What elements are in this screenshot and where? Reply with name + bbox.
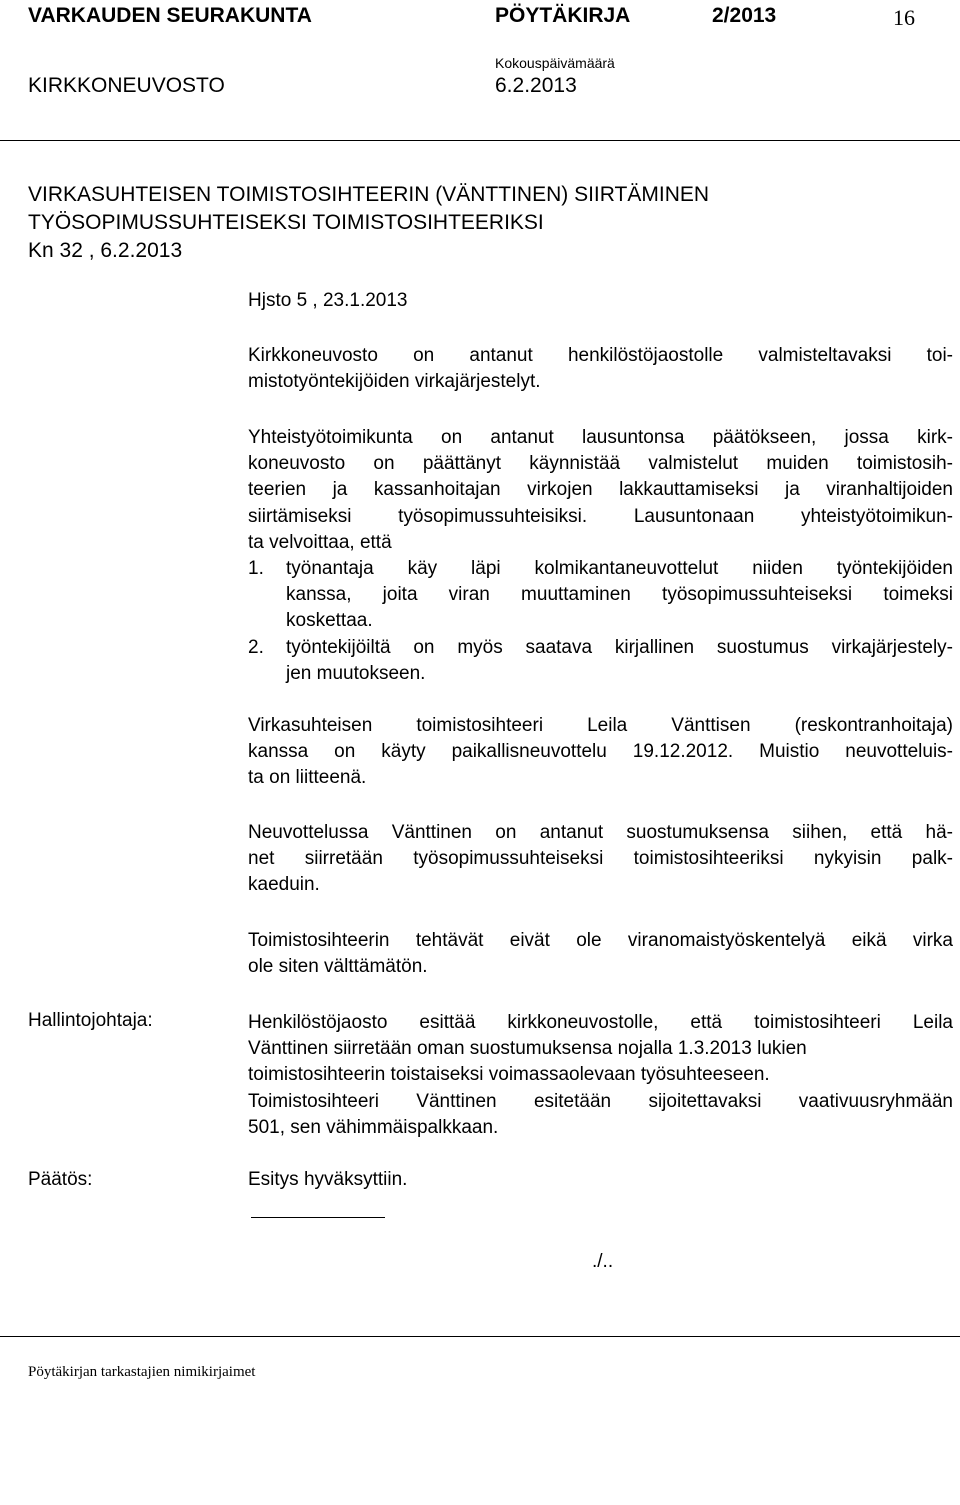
paragraph-background: Kirkkoneuvosto on antanut henkilöstöjaostolle valmisteltavaksi toi- mistotyöntekijöiden virkajärjestelyt. bbox=[248, 345, 953, 393]
governing-body: KIRKKONEUVOSTO bbox=[28, 74, 225, 97]
signatures-label: Pöytäkirjan tarkastajien nimikirjaimet bbox=[28, 1364, 256, 1380]
list-item: 2. työntekijöiltä on myös saatava kirjallinen suostumus virkajärjestely- jen muutokseen. bbox=[248, 636, 953, 684]
item-title-line2: TYÖSOPIMUSSUHTEISEKSI TOIMISTOSIHTEERIKSI bbox=[28, 211, 544, 234]
paragraph-cooperation-statement: Yhteistyötoimikunta on antanut lausuntonsa päätökseen, jossa kirk- koneuvosto on päättänyt käynnistää valmistelut muiden toimistosih- teerien ja kassanhoitajan virkojen lakkauttamiseksi ja viranhaltijoiden siirtämiseksi työsopimussuhteisiksi. Lausuntonaan yhteistyötoimikun- ta velvoittaa, että bbox=[248, 427, 953, 553]
continuation-mark: ./.. bbox=[592, 1251, 614, 1272]
decision-label: Päätös: bbox=[28, 1169, 93, 1190]
proposal-text: Henkilöstöjaosto esittää kirkkoneuvostolle, että toimistosihteeri Leila Vänttinen siirretään oman suostumuksensa nojalla 1.3.2013 lukien toimistosihteerin toistaiseksi voimassaolevaan työsuhteeseen. Toimistosihteeri Vänttinen esitetään sijoitettavaksi vaativuusryhmään 501, sen vähimmäispalkkaan. bbox=[248, 1012, 953, 1138]
list-item: 1. työnantaja käy läpi kolmikantaneuvottelut niiden työntekijöiden kanssa, joita viran muuttaminen työsopimussuhteiseksi toimeksi koskettaa. bbox=[248, 558, 953, 632]
list-number: 1. bbox=[248, 558, 264, 579]
decision-text: Esitys hyväksyttiin. bbox=[248, 1169, 408, 1190]
meeting-date: 6.2.2013 bbox=[495, 74, 577, 97]
paragraph-consent: Neuvottelussa Vänttinen on antanut suostumuksensa siihen, että hä- net siirretään työsopimussuhteiseksi toimistosihteeriksi nykyisin palk- kaeduin. bbox=[248, 822, 953, 896]
conditions-list bbox=[248, 556, 953, 687]
footer-rule bbox=[0, 1336, 960, 1337]
item-reference: Kn 32 , 6.2.2013 bbox=[28, 239, 183, 262]
paragraph-duties: Toimistosihteerin tehtävät eivät ole viranomaistyöskentelyä eikä virka ole siten välttämätön. bbox=[248, 930, 953, 978]
list-number: 2. bbox=[248, 636, 264, 658]
committee-reference: Hjsto 5 , 23.1.2013 bbox=[248, 290, 408, 311]
document-number: 2/2013 bbox=[712, 4, 777, 27]
meeting-date-label: Kokouspäivämäärä bbox=[495, 55, 615, 71]
item-title-line1: VIRKASUHTEISEN TOIMISTOSIHTEERIN (VÄNTTINEN) SIIRTÄMINEN bbox=[28, 183, 710, 206]
paragraph-negotiation: Virkasuhteisen toimistosihteeri Leila Vänttisen (reskontranhoitaja) kanssa on käyty paikallisneuvottelu 19.12.2012. Muistio neuvotteluis- ta on liitteenä. bbox=[248, 715, 953, 789]
decision-underline bbox=[251, 1217, 385, 1218]
proposal-label: Hallintojohtaja: bbox=[28, 1010, 153, 1031]
page-number: 16 bbox=[893, 5, 915, 30]
organization-name: VARKAUDEN SEURAKUNTA bbox=[28, 4, 312, 27]
header-rule bbox=[0, 140, 960, 141]
document-type: PÖYTÄKIRJA bbox=[495, 4, 631, 27]
